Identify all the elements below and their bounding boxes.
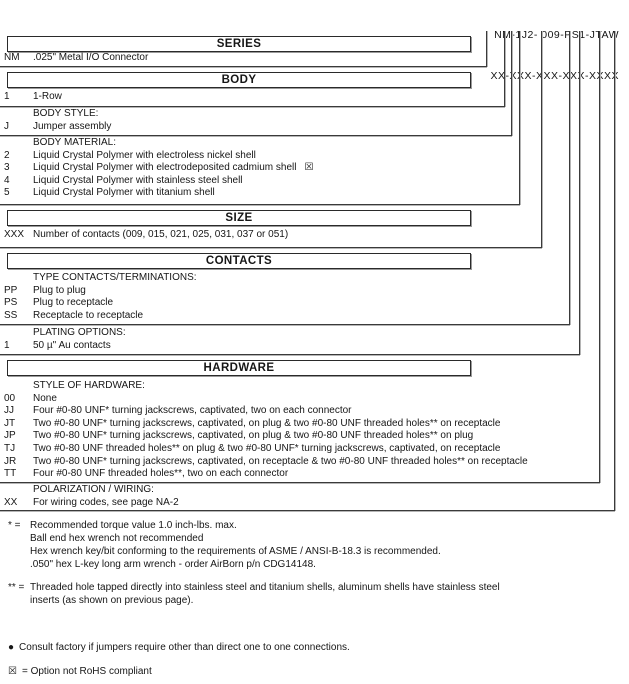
option-code: TT [4, 468, 17, 480]
option-row [4, 229, 604, 242]
body-section-header [7, 72, 471, 88]
option-code: 4 [4, 174, 10, 186]
option-desc: Liquid Crystal Polymer with electroless nickel shell [33, 149, 256, 161]
size-section-header [7, 210, 471, 226]
rule-wiring [0, 510, 615, 511]
option-row [4, 405, 604, 418]
option-desc: Two #0-80 UNF* turning jackscrews, captivated, on plug & two #0-80 UNF threaded holes** on receptacle [33, 417, 501, 429]
group-label: PLATING OPTIONS: [33, 327, 126, 338]
option-desc: Plug to receptacle [33, 297, 114, 309]
hardware-title: HARDWARE [203, 362, 275, 374]
footnote-line: Threaded hole tapped directly into stainless steel and titanium shells, aluminum shells have stainless steel [30, 582, 500, 593]
option-desc: 50 µ" Au contacts [33, 339, 111, 351]
option-code: JP [4, 430, 16, 442]
group-label: TYPE CONTACTS/TERMINATIONS: [33, 272, 197, 283]
rule-size [0, 247, 542, 248]
option-desc: Liquid Crystal Polymer with titanium shell [33, 187, 215, 199]
contacts-section-header [7, 253, 471, 269]
option-row [4, 162, 604, 175]
rule-series [0, 66, 487, 67]
option-code: JR [4, 455, 17, 467]
option-row [4, 310, 604, 323]
option-row [4, 91, 604, 104]
part-number-template: XX-XXX-XXX-XXX-XXXX [490, 69, 619, 82]
option-code: XXX [4, 229, 25, 240]
polarization-wiring-group [4, 484, 604, 509]
option-row [4, 418, 604, 431]
part-number-example: NM-1J2- 009-PS1-JTAW [494, 29, 619, 41]
option-desc: Jumper assembly [33, 120, 112, 132]
option-row [4, 121, 604, 134]
consult-factory-note [8, 641, 350, 654]
consult-factory-text: Consult factory if jumpers require other than direct one to one connections. [19, 642, 350, 653]
option-row [4, 468, 604, 481]
not-rohs-icon: ☒ [304, 162, 314, 174]
option-code: J [4, 120, 9, 132]
option-desc: Plug to plug [33, 284, 86, 296]
option-desc: Two #0-80 UNF threaded holes** on plug & two #0-80 UNF* turning jackscrews, captivated, on receptacle [33, 442, 501, 454]
option-row [4, 150, 604, 163]
rule-hardware-style [0, 482, 600, 483]
plating-group [4, 327, 604, 352]
footnote-doublestar-lines [30, 581, 500, 607]
hardware-style-group [4, 380, 604, 481]
size-rows [4, 229, 604, 242]
option-code: XX [4, 496, 18, 508]
rule-body-material [0, 204, 520, 205]
body-title: BODY [221, 74, 257, 86]
leader-line-wiring [614, 31, 615, 511]
option-code: 1 [4, 339, 10, 351]
not-rohs-icon: ☒ [8, 666, 17, 677]
group-label: POLARIZATION / WIRING: [33, 484, 154, 495]
option-row [4, 443, 604, 456]
option-row [4, 340, 604, 353]
rohs-legend [8, 665, 152, 678]
option-desc: None [33, 392, 57, 404]
option-code: 1 [4, 91, 10, 102]
option-code: 00 [4, 392, 16, 404]
option-row [4, 297, 604, 310]
body-row-group [4, 91, 604, 104]
bullet-icon: ● [8, 642, 15, 653]
option-desc: .025" Metal I/O Connector [33, 52, 149, 63]
option-desc: Two #0-80 UNF* turning jackscrews, captivated, on receptacle & two #0-80 UNF threaded holes** on receptacle [33, 455, 528, 467]
hardware-section-header [7, 360, 471, 376]
series-section-header [7, 36, 471, 52]
rule-body-style [0, 135, 512, 136]
body-style-group [4, 108, 604, 133]
contacts-title: CONTACTS [205, 255, 273, 267]
option-code: JT [4, 417, 16, 429]
footnote-line: Ball end hex wrench not recommended [30, 533, 204, 544]
footnote-star-lines [30, 519, 441, 571]
option-desc: Number of contacts (009, 015, 021, 025, 031, 037 or 051) [33, 229, 289, 240]
group-label: BODY STYLE: [33, 108, 99, 119]
option-row [4, 52, 604, 65]
footnote-doublestar-marker: ** = [8, 582, 25, 593]
option-code: 5 [4, 187, 10, 199]
size-title: SIZE [225, 212, 253, 224]
rule-contact-type [0, 324, 570, 325]
option-code: TJ [4, 442, 16, 454]
option-row [4, 285, 604, 298]
option-code: PP [4, 284, 18, 296]
rule-body-row [0, 106, 505, 107]
option-row [4, 175, 604, 188]
footnote-doublestar [8, 581, 500, 607]
option-desc: Liquid Crystal Polymer with stainless steel shell [33, 174, 243, 186]
footnote-line: .050" hex L-key long arm wrench - order AirBorn p/n CDG14148. [30, 559, 316, 570]
option-desc: Two #0-80 UNF* turning jackscrews, captivated, on plug & two #0-80 UNF threaded holes** on plug [33, 430, 474, 442]
option-row [4, 430, 604, 443]
option-code: 2 [4, 149, 10, 161]
option-desc: Four #0-80 UNF threaded holes**, two on each connector [33, 468, 289, 480]
option-code: 3 [4, 162, 10, 174]
option-desc: Liquid Crystal Polymer with electrodeposited cadmium shell [33, 162, 297, 174]
option-code: PS [4, 297, 18, 309]
option-code: SS [4, 309, 18, 321]
option-desc: 1-Row [33, 91, 62, 102]
footnote-line: Hex wrench key/bit conforming to the requirements of ASME / ANSI-B-18.3 is recommended. [30, 546, 441, 557]
option-code: NM [4, 52, 20, 63]
option-row [4, 187, 604, 200]
rule-plating [0, 354, 580, 355]
body-material-group [4, 137, 604, 200]
group-label: BODY MATERIAL: [33, 137, 116, 148]
option-desc: For wiring codes, see page NA-2 [33, 496, 179, 508]
series-title: SERIES [216, 38, 262, 50]
option-row [4, 456, 604, 469]
rohs-legend-text: = Option not RoHS compliant [21, 666, 152, 677]
footnote-star [8, 519, 441, 571]
contact-type-group [4, 272, 604, 322]
group-label: STYLE OF HARDWARE: [33, 380, 145, 391]
option-code: JJ [4, 405, 14, 417]
footnote-line: inserts (as shown on previous page). [30, 595, 194, 606]
option-desc: Four #0-80 UNF* turning jackscrews, captivated, two on each connector [33, 405, 352, 417]
option-desc: Receptacle to receptacle [33, 309, 144, 321]
option-row [4, 497, 604, 510]
footnote-star-marker: * = [8, 520, 21, 531]
footnote-line: Recommended torque value 1.0 inch-lbs. max. [30, 520, 237, 531]
option-row [4, 393, 604, 406]
series-rows [4, 52, 604, 65]
